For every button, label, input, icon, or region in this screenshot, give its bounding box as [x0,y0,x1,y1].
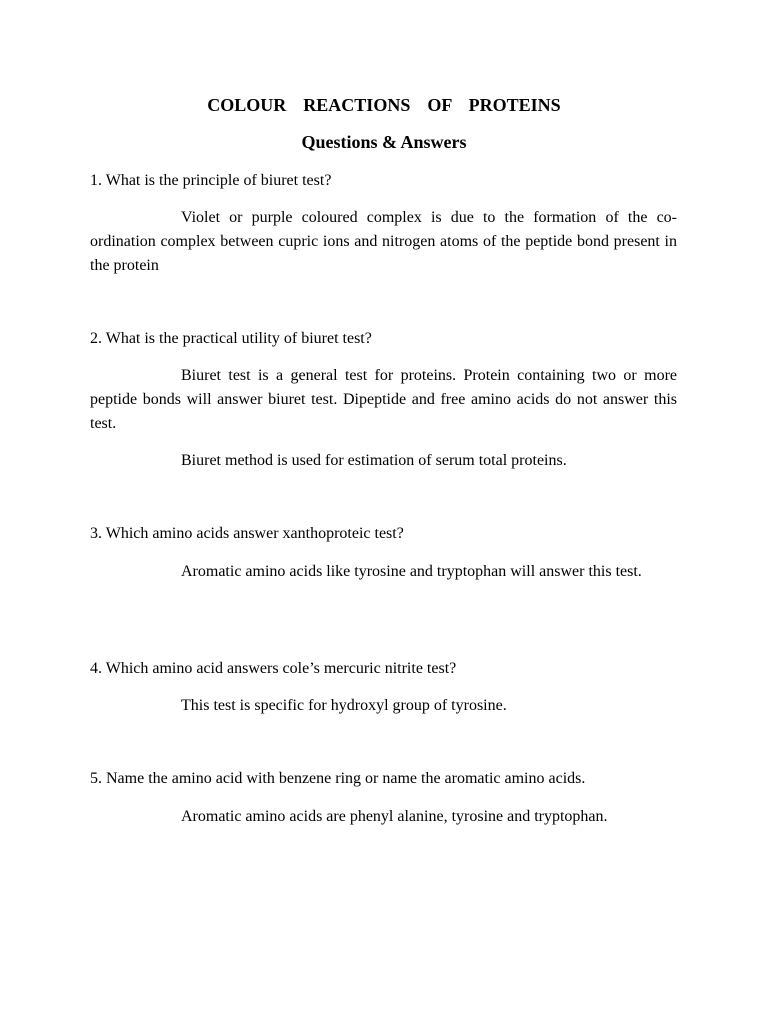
answer-2: Biuret test is a general test for proteins. Protein containing two or more peptide bonds will answer biuret test. Dipeptide and free amino acids do not answer this test. [90,367,677,432]
question-2: 2. What is the practical utility of biuret test? [90,330,372,347]
answer-3: Aromatic amino acids like tyrosine and tryptophan will answer this test. [181,563,642,580]
question-3: 3. Which amino acids answer xanthoproteic test? [90,525,404,542]
answer-2-note: Biuret method is used for estimation of serum total proteins. [181,452,567,469]
page-title: COLOUR REACTIONS OF PROTEINS [207,95,561,115]
question-1: 1. What is the principle of biuret test? [90,172,332,189]
question-5: 5. Name the amino acid with benzene ring or name the aromatic amino acids. [90,770,586,787]
page-subtitle: Questions & Answers [301,132,467,152]
answer-4: This test is specific for hydroxyl group of tyrosine. [181,697,507,714]
answer-5: Aromatic amino acids are phenyl alanine, tyrosine and tryptophan. [181,808,608,825]
answer-1: Violet or purple coloured complex is due to the formation of the co-ordination complex between cupric ions and nitrogen atoms of the peptide bond present in the protein [90,209,677,274]
question-4: 4. Which amino acid answers cole’s mercuric nitrite test? [90,660,457,677]
